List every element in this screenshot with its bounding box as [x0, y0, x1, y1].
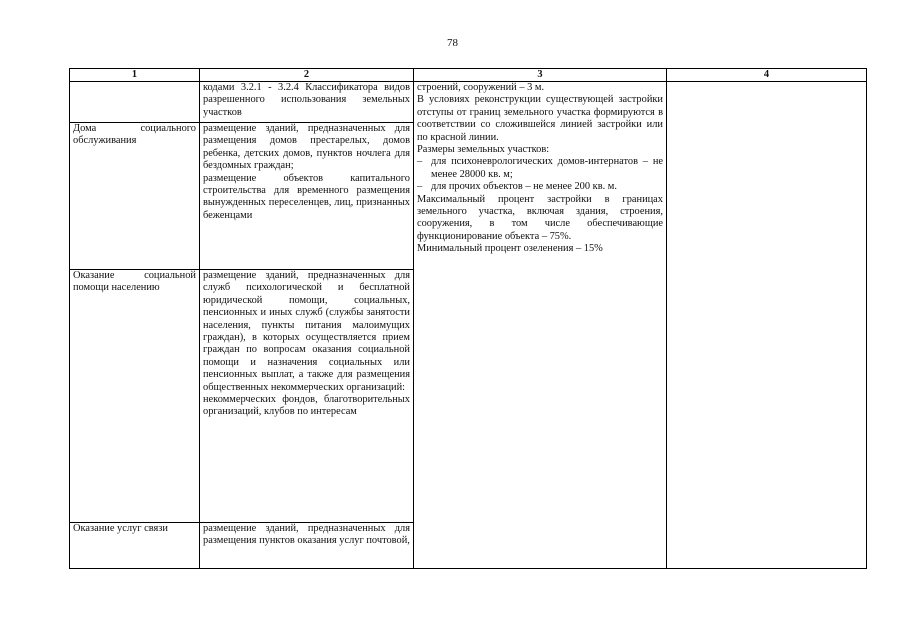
use-description-cell: размещение зданий, предназначенных для служб психологической и бесплатной юридической помощи, социальных, пенсионных и иных служб (службы занятости населения, пункты питания малоимущих граждан), в которых осуществляется прием граждан по вопросам оказания социальной помощи и назначения социальных или пенсионных выплат, а также для размещения общественных некоммерческих организаций: некоммерческих фондов, благотворительных организаций, клубов по интересам	[200, 270, 414, 523]
use-name-cell	[70, 82, 200, 123]
list-item-text: для прочих объектов – не менее 200 кв. м.	[431, 181, 617, 193]
use-name-cell: Оказание социальной помощи населению	[70, 270, 200, 523]
column-header: 4	[667, 69, 867, 82]
header-row	[70, 69, 867, 82]
parameters-paragraph: Максимальный процент застройки в границах земельного участка, включая здания, строения, сооружения, в том числе обеспечивающие функционирование объекта – 75%.	[417, 193, 663, 242]
list-item	[417, 156, 663, 181]
use-description-cell: кодами 3.2.1 - 3.2.4 Классификатора видов разрешенного использования земельных участков	[200, 82, 414, 123]
column-header: 3	[414, 69, 667, 82]
column-header: 1	[70, 69, 200, 82]
use-description-cell: размещение зданий, предназначенных для размещения пунктов оказания услуг почтовой,	[200, 523, 414, 569]
list-item	[417, 181, 663, 193]
zoning-table	[69, 68, 867, 569]
parameters-paragraph: Размеры земельных участков:	[417, 144, 550, 156]
table-row	[70, 82, 867, 123]
column-header: 2	[200, 69, 414, 82]
use-name-cell: Дома социального обслуживания	[70, 123, 200, 270]
notes-cell	[667, 82, 867, 569]
parameters-cell	[414, 82, 667, 569]
use-description-cell: размещение зданий, предназначенных для размещения домов престарелых, домов ребенка, детских домов, пунктов ночлега для бездомных граждан; размещение объектов капитального строительства для временного размещения вынужденных переселенцев, лиц, признанных беженцами	[200, 123, 414, 270]
parameters-paragraph: В условиях реконструкции существующей застройки отступы от границ земельного участка формируются в соответствии со сложившейся линией застройки или по красной линии.	[417, 94, 663, 143]
parameters-paragraph: строений, сооружений – 3 м.	[417, 82, 545, 93]
use-name-cell: Оказание услуг связи	[70, 523, 200, 569]
dash-bullet: –	[417, 181, 423, 193]
page-number: 78	[447, 37, 458, 49]
list-item-text: для психоневрологических домов-интернатов – не менее 28000 кв. м;	[431, 156, 663, 180]
dash-bullet: –	[417, 156, 423, 168]
parameters-paragraph: Минимальный процент озеленения – 15%	[417, 243, 603, 255]
